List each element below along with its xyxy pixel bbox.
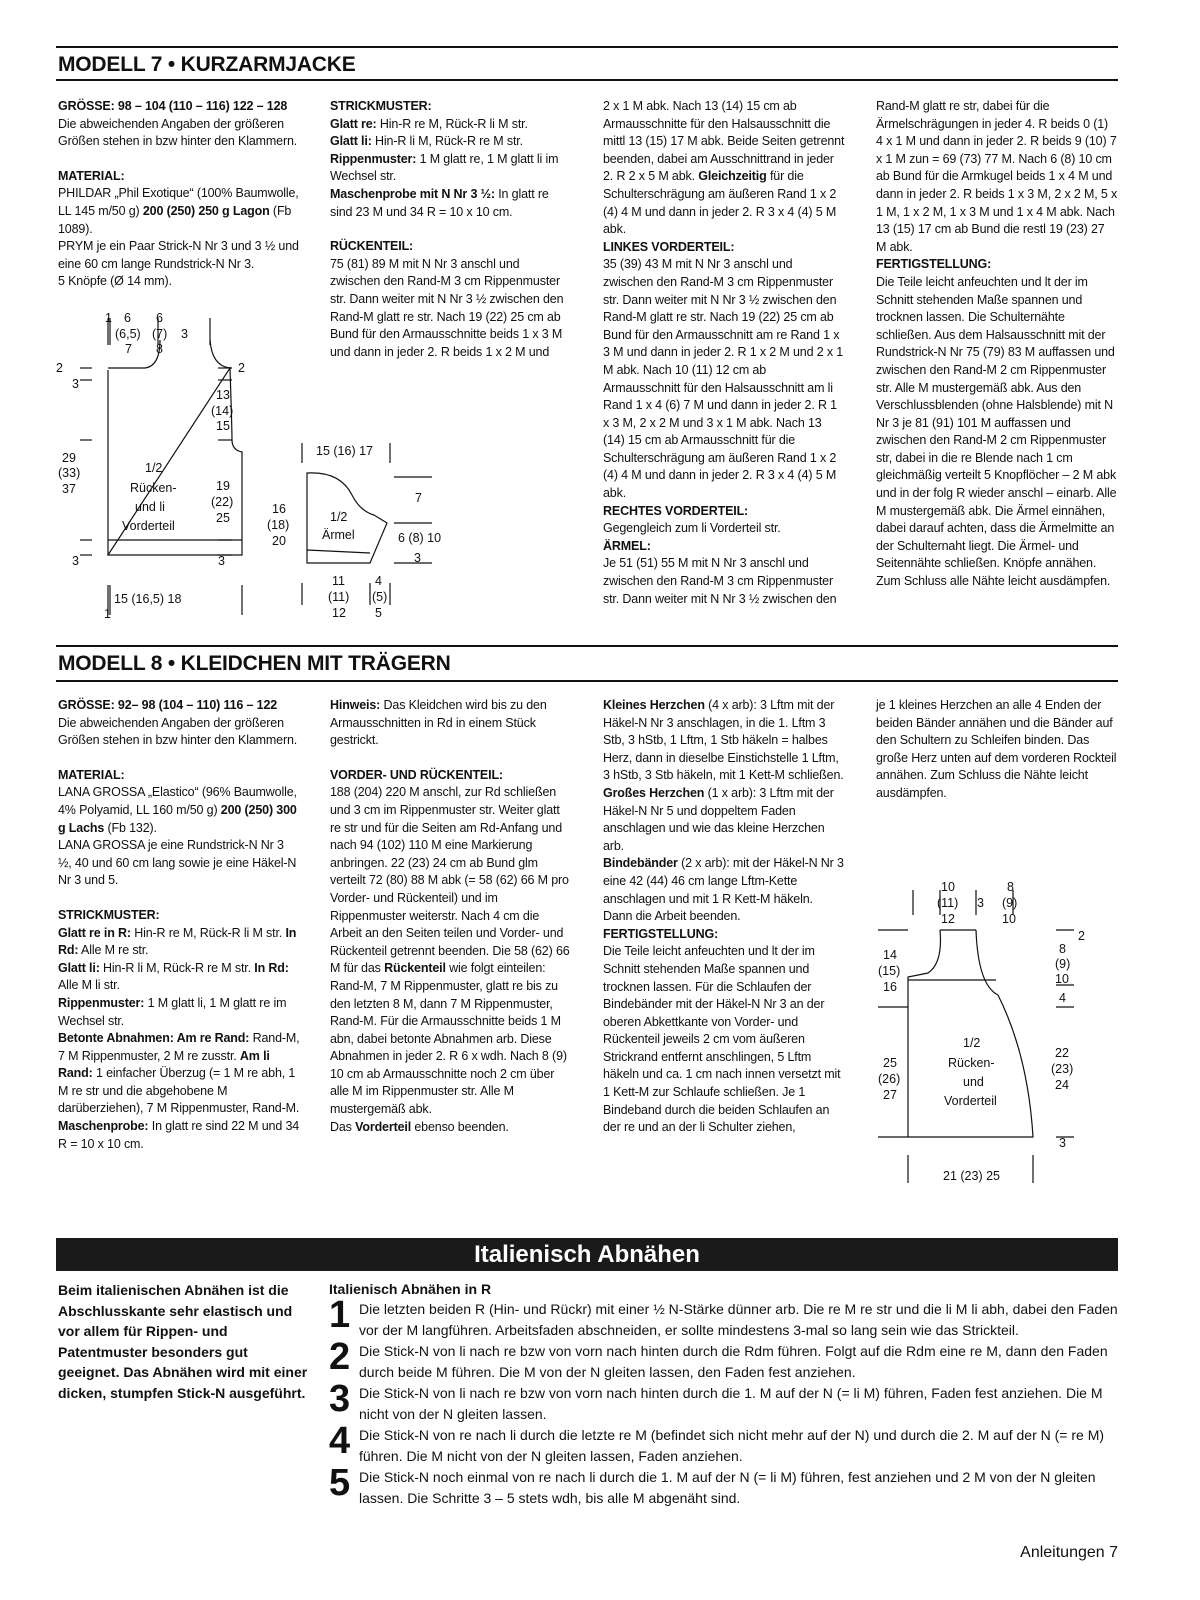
dim-label: 6 (8) 10 — [398, 531, 442, 545]
dim-label: (23) — [1051, 1062, 1074, 1076]
dim-label: 15 (16,5) 18 — [114, 592, 182, 606]
step-number: 5 — [329, 1462, 351, 1504]
modell7-col2 — [330, 98, 572, 361]
pattern-line: Glatt re in R: Hin-R re M, Rück-R li M str. In Rd: Alle M re str. — [58, 925, 297, 958]
dim-label: 15 — [216, 419, 230, 433]
small-heart-text: Kleines Herzchen (4 x arb): 3 Lftm mit der Häkel-N Nr 3 anschlagen, in die 1. Lftm 3 Stb, 3 hStb, 1 Lftm, 1 Stb häkeln = halbes Herz, dann in dieselbe Einstichstelle 1 Lftm, 3 hStb, 3 Stb häkeln, mit 1 Kett-M schließen. — [603, 698, 844, 783]
dim-label: 12 — [332, 606, 346, 620]
dim-label: (15) — [878, 964, 901, 978]
dim-label: 12 — [941, 912, 955, 926]
sleeve-text: Je 51 (51) 55 M mit N Nr 3 anschl und zwischen den Rand-M 3 cm Rippenmuster str. Dann weiter mit N Nr 3 ½ zwischen den — [603, 556, 837, 606]
part-label: und — [963, 1075, 984, 1089]
section-banner: Italienisch Abnähen — [56, 1238, 1118, 1271]
step-text: Die Stick-N noch einmal von re nach li durch die 1. M auf der N (= li M) führen, fest anziehen und 2 M von der N gleiten lassen. Die Schritte 3 – 5 stets wdh, bis alle M abgenäht sind. — [359, 1469, 1096, 1506]
dim-label: (18) — [267, 518, 290, 532]
part-label: Rücken- — [948, 1056, 995, 1070]
modell8-col4 — [876, 697, 1118, 803]
dim-label: (9) — [1055, 957, 1071, 971]
dim-label: 13 — [216, 388, 230, 402]
size-text: Die abweichenden Angaben der größeren Größen stehen in bzw hinter den Klammern. — [58, 116, 298, 149]
front-back-heading: VORDER- UND RÜCKENTEIL: — [330, 767, 503, 782]
step-text: Die Stick-N von li nach re bzw von vorn nach hinten durch die Rdm führen. Folgt auf die Rdm eine re M, dann den Faden durch beide M führen. Die M von der N gleiten lassen, den Faden fest anziehen. — [359, 1343, 1108, 1380]
dim-label: 10 — [941, 880, 955, 894]
dim-label: 27 — [883, 1088, 897, 1102]
back-heading: RÜCKENTEIL: — [330, 239, 414, 254]
dim-label: 19 — [216, 479, 230, 493]
dim-label: 11 — [332, 574, 345, 588]
pattern-heading: STRICKMUSTER: — [58, 907, 160, 922]
material-heading: MATERIAL: — [58, 168, 125, 183]
dim-label: (11) — [328, 590, 350, 604]
dim-label: 37 — [62, 482, 76, 496]
pattern-line: Betonte Abnahmen: Am re Rand: Rand-M, 7 M Rippenmuster, 2 M re zusstr. Am li Rand: 1 einfacher Überzug (= 1 M re abh, 1 M re str und die abgehobene M darüberziehen), 7 M Rippenmuster, Rand-M. — [58, 1031, 300, 1116]
size-heading: GRÖSSE: 98 – 104 (110 – 116) 122 – 128 — [58, 99, 288, 113]
step-number: 2 — [329, 1336, 351, 1378]
dim-label: 29 — [62, 451, 76, 465]
intro-text: Beim italienischen Abnähen ist die Abschlusskante sehr elastisch und vor allem für Rippen- und Patentmuster besonders gut geeignet. Das Abnähen wird mit einer dicken, stumpfen Stick-N ausgeführt. — [58, 1282, 308, 1401]
dim-label: 6 — [124, 311, 131, 325]
dim-label: 3 — [414, 551, 421, 565]
dim-label: (22) — [211, 495, 234, 509]
finishing-text: Die Teile leicht anfeuchten und lt der im Schnitt stehenden Maße spannen und trocknen lassen. Für die Schlaufen der Bindebänder mit der Häkel-N Nr 3 an der oberen Abkettkante von Vorder- und Rückenteil jeweils 2 cm vom äußeren Strickrand entfernt anschlingen, 5 Lftm häkeln und ca. 1 cm nach innen versetzt mit 1 Kett-M zur Schlaufe schließen. Je 1 Bindeband durch die beiden Schlaufen an der re und an der li Schulter ziehen, — [603, 944, 841, 1135]
front-text: Das Vorderteil ebenso beenden. — [330, 1119, 509, 1134]
dim-label: 24 — [1055, 1078, 1069, 1092]
modell8-col2 — [330, 697, 572, 1136]
dim-label: 7 — [415, 491, 422, 505]
finishing-heading: FERTIGSTELLUNG: — [603, 926, 719, 941]
modell8-col3 — [603, 697, 845, 1137]
modell7-title-rule — [56, 79, 1118, 81]
part-label: Rücken- — [130, 481, 177, 495]
dim-label: 8 — [156, 342, 163, 356]
dim-label: 2 — [1078, 929, 1085, 943]
modell8-col1 — [58, 697, 300, 1153]
step-text: Die letzten beiden R (Hin- und Rückr) mit einer ½ N-Stärke dünner arb. Die re M re str und die li M li abh, dabei den Faden vor der M langführen. Arbeitsfaden abschneiden, er sollte mindestens 3-mal so lang sein wie das Strickteil. — [359, 1301, 1118, 1338]
material-text: LANA GROSSA „Elastico“ (96% Baumwolle, 4% Polyamid, LL 160 m/50 g) 200 (250) 300 g Lachs (Fb 132). — [58, 785, 297, 835]
dim-label: (7) — [152, 327, 168, 341]
pattern-heading: STRICKMUSTER: — [330, 99, 432, 113]
pattern-line: Rippenmuster: 1 M glatt li, 1 M glatt re im Wechsel str. — [58, 995, 287, 1028]
right-front-heading: RECHTES VORDERTEIL: — [603, 503, 749, 518]
finishing-heading: FERTIGSTELLUNG: — [876, 257, 992, 272]
dim-label: 20 — [272, 534, 286, 548]
material-needles: LANA GROSSA je eine Rundstrick-N Nr 3 ½, 40 und 60 cm lang sowie je eine Häkel-N Nr 3 und 5. — [58, 838, 297, 888]
modell7-col1 — [58, 98, 300, 291]
dim-label: 8 — [1007, 880, 1014, 894]
dim-label: 5 — [375, 606, 382, 620]
steps-heading: Italienisch Abnähen in R — [329, 1281, 492, 1297]
dim-label: 22 — [1055, 1046, 1069, 1060]
pattern-line: Maschenprobe mit N Nr 3 ½: In glatt re sind 23 M und 34 R = 10 x 10 cm. — [330, 186, 549, 219]
dim-label: (33) — [58, 466, 81, 480]
pattern-line: Glatt re: Hin-R re M, Rück-R li M str. — [330, 116, 528, 131]
dim-label: 3 — [218, 554, 225, 568]
dim-label: 1 — [105, 311, 112, 325]
dim-label: (5) — [372, 590, 388, 604]
dim-label: (6,5) — [115, 327, 141, 341]
modell8-title: MODELL 8 • KLEIDCHEN MIT TRÄGERN — [58, 652, 451, 675]
material-text: PHILDAR „Phil Exotique“ (100% Baumwolle, LL 145 m/50 g) 200 (250) 250 g Lagon (Fb 1089). — [58, 186, 299, 236]
part-label: 1/2 — [330, 510, 348, 524]
step-number: 1 — [329, 1294, 351, 1336]
note-text: Hinweis: Das Kleidchen wird bis zu den Armausschnitten in Rd in einem Stück gestrickt. — [330, 698, 547, 748]
front-back-text: 188 (204) 220 M anschl, zur Rd schließen und 3 cm im Rippenmuster str. Weiter glatt re str und für die Seiten am Rd-Anfang und nach 94 (102) 110 M eine Markierung anbringen. 22 (23) 24 cm ab Bund glm verteilt 72 (80) 88 M abk (= 58 (62) 66 M pro Vorder- und Rückenteil) und im Rippenmuster weiterstr. Nach 4 cm die Arbeit an den Seiten teilen und Vorder- und Rückenteil getrennt beenden. Die 58 (62) 66 M für das Rückenteil wie folgt einteilen: Rand-M, 7 M Rippenmuster, glatt re bis zu den letzten 8 M, dann 7 M Rippenmuster, Rand-M. Für die Armausschnitte beids 1 M abn, dabei betonte Abnahmen arb. Diese Abnahmen in jeder 2. R 6 x wdh. Nach 8 (9) 10 cm ab Armausschnitte noch 2 cm über alle M im Rippenmuster str. Alle M mustergemäß abk. — [330, 785, 570, 1117]
finishing-text: Die Teile leicht anfeuchten und lt der im Schnitt stehenden Maße spannen und trocknen lassen. Die Schulternähte schließen. Aus dem Halsausschnitt mit der Rundstrick-N Nr 75 (79) 83 M auffassen und zwischen den Rand-M 2 cm Rippenmuster str. Alle M mustergemäß abk. Aus den Verschlussblenden (ohne Halsblende) mit N Nr 3 je 81 (91) 101 M auffassen und zwischen den Rand-M 2 cm Rippenmuster str, dabei in die re Blende nach 1 cm gleichmäßig verteilt 5 Knopflöcher – 2 M abk und in der folg R wieder anschl – einarb. Alle M mustergemäß abk. Die Ärmel einnähen, dabei darauf achten, dass die Ärmelmitte an der Schulternaht liegt. Die Ärmel- und Seitennähte schließen. Knöpfe annähen. Zum Schluss alle Nähte leicht ausdämpfen. — [876, 274, 1117, 589]
dim-label: (26) — [878, 1072, 901, 1086]
part-label: 1/2 — [145, 461, 163, 475]
dim-label: 3 — [181, 327, 188, 341]
right-front-text: Gegengleich zum li Vorderteil str. — [603, 521, 781, 536]
modell7-col3 — [603, 98, 845, 608]
modell7-col4 — [876, 98, 1118, 591]
dim-label: 10 — [1002, 912, 1016, 926]
dim-label: 8 — [1059, 942, 1066, 956]
dim-label: 16 — [272, 502, 286, 516]
step-number: 3 — [329, 1378, 351, 1420]
part-label: Vorderteil — [122, 519, 175, 533]
pattern-line: Glatt li: Hin-R li M, Rück-R re M str. — [330, 134, 523, 149]
top-rule — [56, 46, 1118, 48]
dim-label: 25 — [883, 1056, 897, 1070]
dim-label: 3 — [72, 554, 79, 568]
pattern-line: Glatt li: Hin-R li M, Rück-R re M str. In Rd: Alle M li str. — [58, 960, 289, 993]
back-text: 75 (81) 89 M mit N Nr 3 anschl und zwischen den Rand-M 3 cm Rippenmuster str. Dann weiter mit N Nr 3 ½ zwischen den Rand-M glatt re str. Nach 19 (22) 25 cm ab Bund für den Armausschnitte beids 1 x 3 M und dann in jeder 2. R beids 1 x 2 M und — [330, 256, 564, 359]
sleeve-schematic — [262, 435, 462, 625]
modell7-title: MODELL 7 • KURZARMJACKE — [58, 53, 356, 76]
material-needles: PRYM je ein Paar Strick-N Nr 3 und 3 ½ und eine 60 cm lange Rundstrick-N Nr 3. — [58, 239, 299, 271]
dim-label: (14) — [211, 404, 234, 418]
dim-label: 14 — [883, 948, 897, 962]
size-text: Die abweichenden Angaben der größeren Größen stehen in bzw hinter den Klammern. — [58, 715, 298, 748]
large-heart-text: Großes Herzchen (1 x arb): 3 Lftm mit der Häkel-N Nr 5 und doppeltem Faden anschlagen und wie das kleine Herzchen arb. — [603, 785, 834, 853]
page-footer: Anleitungen 7 — [1020, 1544, 1118, 1561]
back-text-cont: 2 x 1 M abk. Nach 13 (14) 15 cm ab Armausschnitte für den Halsausschnitt die mittl 13 (15) 17 M abk. Beide Seiten getrennt beenden, dabei am Ausschnittrand in jeder 2. R 2 x 5 M abk. Gleichzeitig für die Schulterschrägung am äußeren Rand 1 x 2 (4) 4 M und dann in jeder 2. R 3 x 4 (4) 5 M abk. — [603, 99, 845, 237]
dim-label: 6 — [156, 311, 163, 325]
material-heading: MATERIAL: — [58, 767, 125, 782]
pattern-line: Maschenprobe: In glatt re sind 22 M und 34 R = 10 x 10 cm. — [58, 1119, 300, 1151]
modell8-top-rule — [56, 645, 1118, 647]
dim-label: 4 — [375, 574, 382, 588]
step-text: Die Stick-N von re nach li durch die letzte re M (befindet sich nicht mehr auf der N) und durch die 2. M auf der N (= re M) führen. Die M nicht von der N gleiten lassen, Faden anziehen. — [359, 1427, 1105, 1464]
size-heading: GRÖSSE: 92– 98 (104 – 110) 116 – 122 — [58, 698, 278, 712]
part-label: Ärmel — [322, 528, 355, 542]
dim-label: 21 (23) 25 — [943, 1169, 1000, 1183]
part-label: und li — [135, 500, 165, 514]
dim-label: 15 (16) 17 — [316, 444, 373, 458]
dress-schematic — [868, 875, 1108, 1195]
material-buttons: 5 Knöpfe (Ø 14 mm). — [58, 274, 172, 289]
dim-label: 7 — [125, 342, 132, 356]
dim-label: 3 — [1059, 1136, 1066, 1150]
dim-label: 10 — [1055, 972, 1069, 986]
part-label: Vorderteil — [944, 1094, 997, 1108]
step-text: Die Stick-N von li nach re bzw von vorn nach hinten durch die 1. M auf der N (= li M) führen, Faden fest anziehen. Die M nicht von der N gleiten lassen. — [359, 1385, 1103, 1422]
part-label: 1/2 — [963, 1036, 981, 1050]
dim-label: 4 — [1059, 991, 1066, 1005]
dim-label: (11) — [937, 896, 959, 910]
left-front-text: 35 (39) 43 M mit N Nr 3 anschl und zwischen den Rand-M 3 cm Rippenmuster str. Dann weiter mit N Nr 3 ½ zwischen den Rand-M glatt re str. Nach 19 (22) 25 cm ab Bund für den Armausschnitt am re Rand 1 x 3 M und dann in jeder 2. R 1 x 2 M und 2 x 1 M abk. Nach 10 (11) 12 cm ab Armausschnitt für den Halsausschnitt am li Rand 1 x 4 (6) 7 M und dann in jeder 2. R 1 x 3 M, 2 x 2 M und 3 x 1 M abk. Nach 13 (14) 15 cm ab Armausschnitt für die Schulterschrägung am äußeren Rand 1 x 2 (4) 4 M und dann in jeder 2. R 3 x 4 (4) 5 M abk. — [603, 257, 844, 501]
ties-text: Bindebänder (2 x arb): mit der Häkel-N Nr 3 eine 42 (44) 46 cm lange Lftm-Kette anschlagen und mit 1 R Kett-M häkeln. Dann die Arbeit beenden. — [603, 856, 844, 924]
dim-label: 2 — [238, 361, 245, 375]
sleeve-text-cont: Rand-M glatt re str, dabei für die Ärmelschrägungen in jeder 4. R beids 0 (1) 4 x 1 M und dann in jeder 2. R beids 9 (10) 7 x 1 M zun = 69 (73) 77 M. Nach 6 (8) 10 cm ab Bund für die Armkugel beids 1 x 4 M und dann in jeder 2. R beids 1 x 3 M, 2 x 2 M, 5 x 1 M, 1 x 2 M, 1 x 3 M und 1 x 4 M abk. Nach 13 (15) 17 cm ab Bund die restl 19 (23) 27 M abk. — [876, 99, 1118, 254]
pattern-line: Rippenmuster: 1 M glatt re, 1 M glatt li im Wechsel str. — [330, 151, 559, 184]
dim-label: 2 — [56, 361, 63, 375]
dim-label: (9) — [1002, 896, 1018, 910]
dim-label: 25 — [216, 511, 230, 525]
dim-label: 1 — [104, 607, 111, 621]
dim-label: 3 — [72, 377, 79, 391]
step-number: 4 — [329, 1420, 351, 1462]
finishing-text-cont: je 1 kleines Herzchen an alle 4 Enden der beiden Bänder annähen und die Bänder auf den Schultern zu Schleifen binden. Das große Herz unten auf dem vorderen Rockteil annähen. Zum Schluss die Nähte leicht ausdämpfen. — [876, 698, 1117, 800]
sleeve-heading: ÄRMEL: — [603, 538, 651, 553]
left-front-heading: LINKES VORDERTEIL: — [603, 239, 735, 254]
dim-label: 16 — [883, 980, 897, 994]
dim-label: 3 — [977, 896, 984, 910]
modell8-title-rule — [56, 680, 1118, 682]
